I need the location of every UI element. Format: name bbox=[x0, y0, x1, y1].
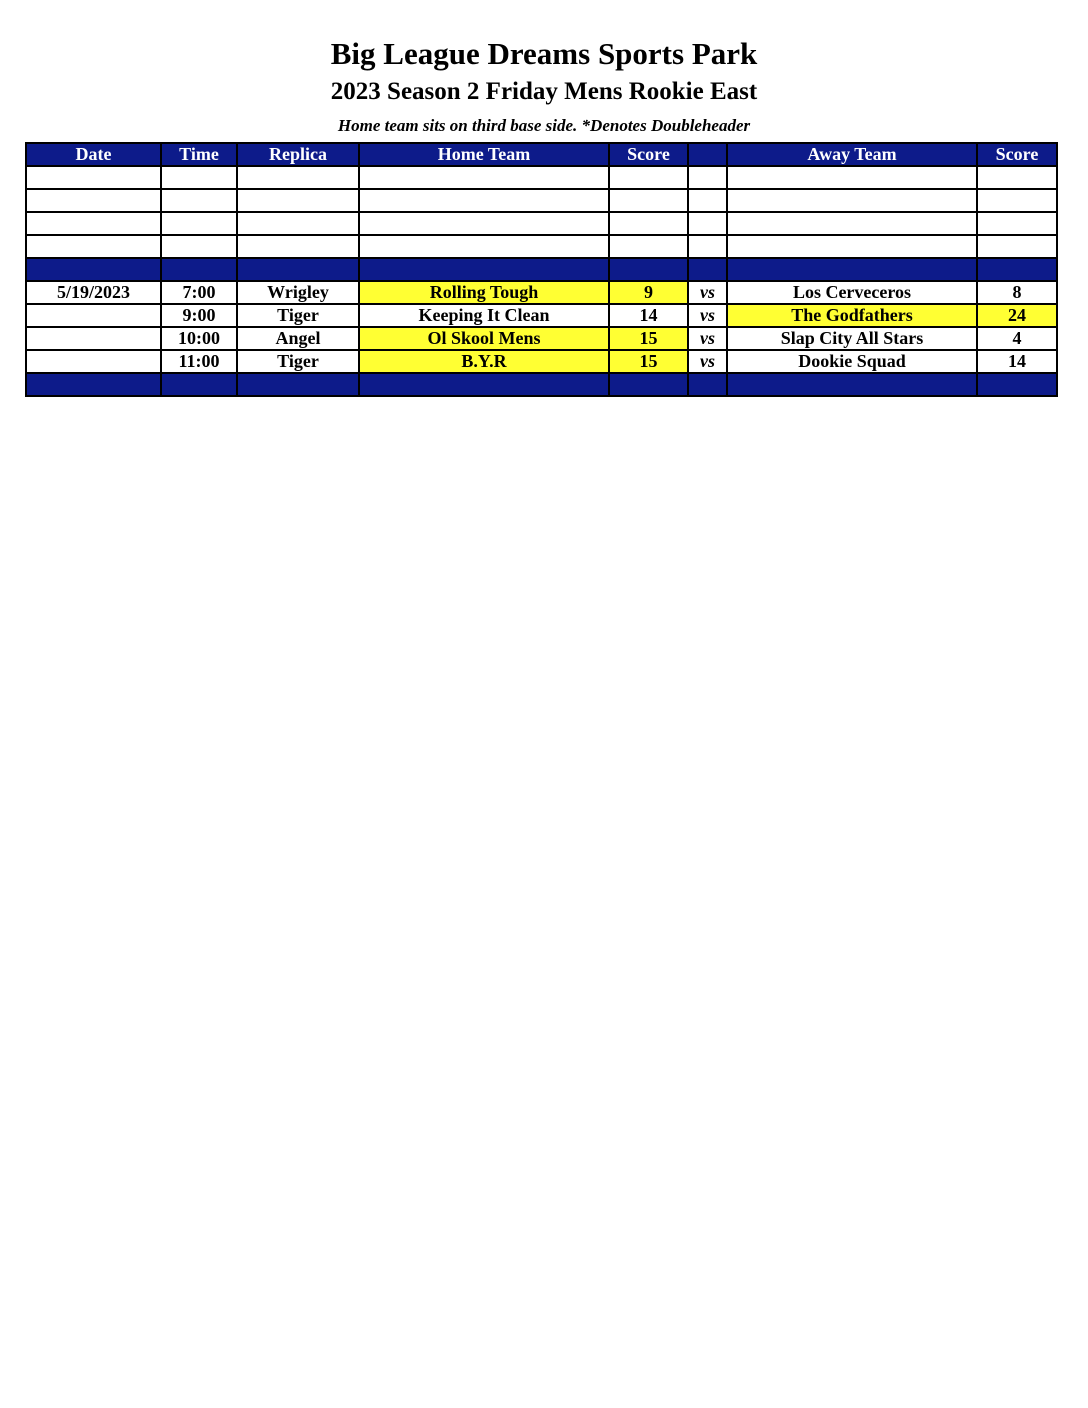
away-score-winner: 24 bbox=[977, 304, 1057, 327]
empty-cell bbox=[727, 235, 977, 258]
header-row bbox=[26, 143, 1057, 166]
game-row bbox=[26, 327, 1057, 350]
separator-cell bbox=[977, 258, 1057, 281]
column-header-time: Time bbox=[161, 143, 237, 166]
empty-cell bbox=[688, 235, 727, 258]
home-team-winner: B.Y.R bbox=[359, 350, 609, 373]
versus-label: vs bbox=[688, 327, 727, 350]
away-score: 8 bbox=[977, 281, 1057, 304]
empty-cell bbox=[359, 189, 609, 212]
page-title: Big League Dreams Sports Park bbox=[330, 36, 758, 71]
empty-cell bbox=[359, 212, 609, 235]
empty-cell bbox=[26, 166, 161, 189]
schedule-table bbox=[25, 142, 1058, 397]
empty-cell bbox=[26, 189, 161, 212]
empty-cell bbox=[688, 189, 727, 212]
separator-row bbox=[26, 258, 1057, 281]
separator-cell bbox=[977, 373, 1057, 396]
empty-cell bbox=[609, 235, 688, 258]
separator-cell bbox=[161, 258, 237, 281]
separator-cell bbox=[688, 373, 727, 396]
empty-cell bbox=[161, 235, 237, 258]
away-team: Los Cerveceros bbox=[727, 281, 977, 304]
empty-cell bbox=[359, 235, 609, 258]
empty-row bbox=[26, 189, 1057, 212]
game-date bbox=[26, 350, 161, 373]
game-time: 9:00 bbox=[161, 304, 237, 327]
separator-row bbox=[26, 373, 1057, 396]
versus-label: vs bbox=[688, 350, 727, 373]
column-header-home-score: Score bbox=[609, 143, 688, 166]
empty-cell bbox=[161, 189, 237, 212]
empty-cell bbox=[977, 166, 1057, 189]
schedule-note: Home team sits on third base side. *Denotes Doubleheader bbox=[337, 116, 751, 135]
game-time: 10:00 bbox=[161, 327, 237, 350]
empty-cell bbox=[688, 212, 727, 235]
away-team: Dookie Squad bbox=[727, 350, 977, 373]
game-time: 11:00 bbox=[161, 350, 237, 373]
empty-row bbox=[26, 212, 1057, 235]
empty-cell bbox=[609, 166, 688, 189]
empty-cell bbox=[727, 189, 977, 212]
game-replica: Angel bbox=[237, 327, 359, 350]
empty-cell bbox=[977, 212, 1057, 235]
separator-cell bbox=[688, 258, 727, 281]
separator-cell bbox=[727, 373, 977, 396]
separator-cell bbox=[26, 258, 161, 281]
separator-cell bbox=[237, 258, 359, 281]
empty-cell bbox=[359, 166, 609, 189]
home-score-winner: 15 bbox=[609, 327, 688, 350]
home-team: Keeping It Clean bbox=[359, 304, 609, 327]
empty-cell bbox=[26, 235, 161, 258]
separator-cell bbox=[359, 373, 609, 396]
game-replica: Tiger bbox=[237, 350, 359, 373]
versus-label: vs bbox=[688, 304, 727, 327]
home-score-winner: 15 bbox=[609, 350, 688, 373]
home-score: 14 bbox=[609, 304, 688, 327]
column-header-home-team: Home Team bbox=[359, 143, 609, 166]
game-replica: Tiger bbox=[237, 304, 359, 327]
separator-cell bbox=[609, 373, 688, 396]
column-header-date: Date bbox=[26, 143, 161, 166]
empty-cell bbox=[727, 212, 977, 235]
home-score-winner: 9 bbox=[609, 281, 688, 304]
game-row bbox=[26, 304, 1057, 327]
column-header-away-team: Away Team bbox=[727, 143, 977, 166]
game-date bbox=[26, 304, 161, 327]
away-team: Slap City All Stars bbox=[727, 327, 977, 350]
empty-cell bbox=[609, 189, 688, 212]
separator-cell bbox=[609, 258, 688, 281]
game-date bbox=[26, 327, 161, 350]
game-row bbox=[26, 281, 1057, 304]
separator-cell bbox=[161, 373, 237, 396]
empty-cell bbox=[727, 166, 977, 189]
empty-row bbox=[26, 235, 1057, 258]
empty-row bbox=[26, 166, 1057, 189]
empty-cell bbox=[977, 189, 1057, 212]
empty-cell bbox=[609, 212, 688, 235]
home-team-winner: Rolling Tough bbox=[359, 281, 609, 304]
separator-cell bbox=[26, 373, 161, 396]
empty-cell bbox=[161, 166, 237, 189]
empty-cell bbox=[161, 212, 237, 235]
separator-cell bbox=[359, 258, 609, 281]
away-score: 14 bbox=[977, 350, 1057, 373]
empty-cell bbox=[237, 235, 359, 258]
empty-cell bbox=[237, 189, 359, 212]
page-subtitle: 2023 Season 2 Friday Mens Rookie East bbox=[330, 78, 758, 105]
versus-label: vs bbox=[688, 281, 727, 304]
game-row bbox=[26, 350, 1057, 373]
empty-cell bbox=[977, 235, 1057, 258]
empty-cell bbox=[688, 166, 727, 189]
separator-cell bbox=[237, 373, 359, 396]
game-replica: Wrigley bbox=[237, 281, 359, 304]
separator-cell bbox=[727, 258, 977, 281]
game-time: 7:00 bbox=[161, 281, 237, 304]
empty-cell bbox=[237, 212, 359, 235]
home-team-winner: Ol Skool Mens bbox=[359, 327, 609, 350]
away-team-winner: The Godfathers bbox=[727, 304, 977, 327]
away-score: 4 bbox=[977, 327, 1057, 350]
game-date: 5/19/2023 bbox=[26, 281, 161, 304]
column-header-away-score: Score bbox=[977, 143, 1057, 166]
empty-cell bbox=[237, 166, 359, 189]
column-header-vs bbox=[688, 143, 727, 166]
column-header-replica: Replica bbox=[237, 143, 359, 166]
empty-cell bbox=[26, 212, 161, 235]
